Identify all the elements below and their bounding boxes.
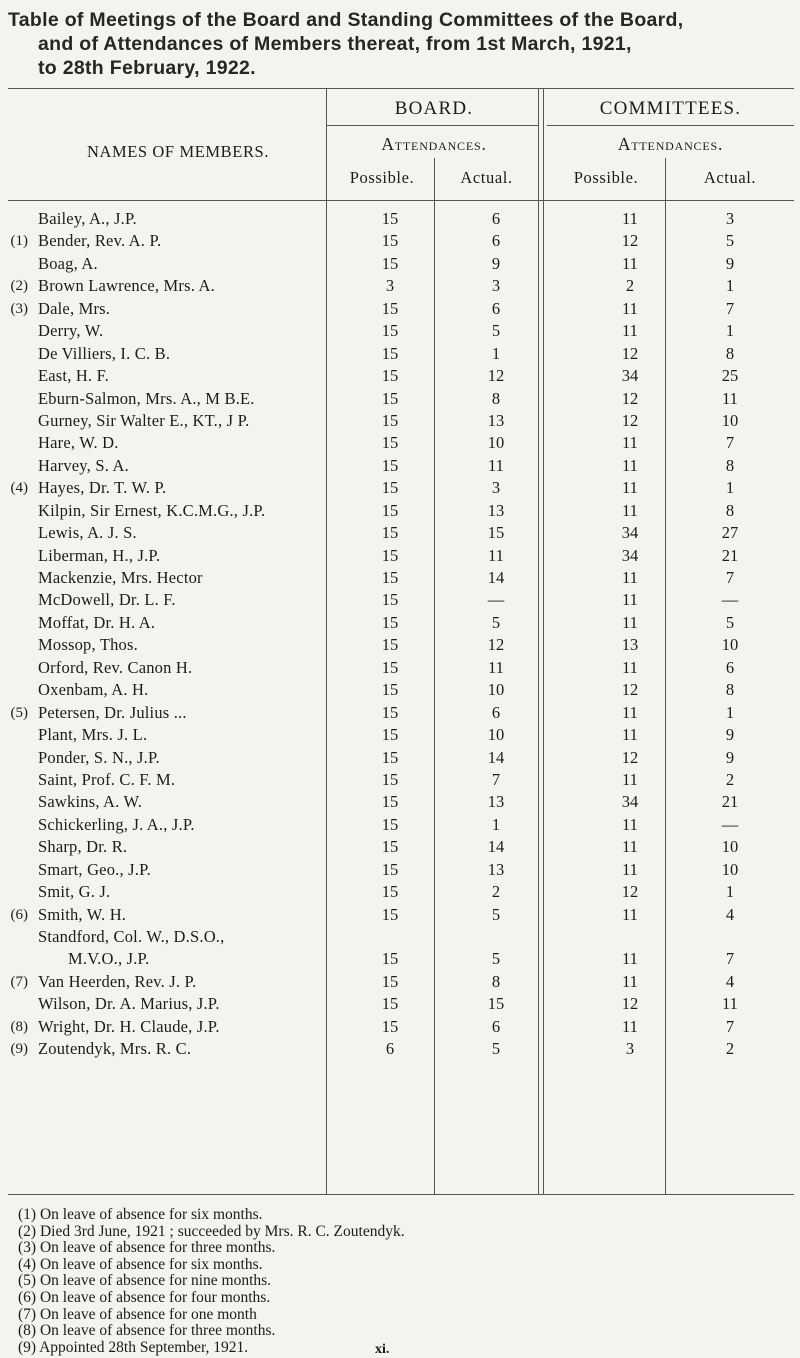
board-actual: 5 [491, 1039, 501, 1059]
board-header: BOARD. [394, 98, 474, 119]
committees-possible: 12 [621, 747, 639, 767]
board-actual: 6 [491, 209, 501, 228]
table-row [0, 881, 800, 903]
board-actual: 7 [491, 769, 501, 789]
footnote: (5) On leave of absence for nine months. [18, 1272, 272, 1290]
committees-header: COMMITTEES. [599, 98, 742, 119]
committees-actual: — [721, 814, 739, 834]
table-row [0, 230, 800, 252]
board-actual: 10 [487, 680, 505, 700]
board-actual: 5 [491, 904, 501, 924]
committees-actual: 21 [721, 545, 739, 565]
committees-possible: 13 [621, 635, 639, 655]
committees-actual: 6 [725, 657, 735, 677]
committees-possible: 12 [621, 231, 639, 251]
board-possible: 15 [381, 837, 399, 857]
committees-actual: 4 [725, 904, 735, 924]
committees-possible: 11 [622, 949, 638, 969]
committees-possible: 11 [622, 837, 638, 857]
member-name: Wilson, Dr. A. Marius, J.P. [38, 994, 220, 1014]
member-name: Brown Lawrence, Mrs. A. [38, 276, 215, 296]
board-actual: 6 [491, 231, 501, 251]
committees-actual: 27 [721, 523, 739, 543]
committees-actual: 7 [725, 568, 735, 587]
board-possible: 15 [381, 231, 399, 251]
committees-possible: 11 [622, 971, 638, 991]
committees-actual: 2 [725, 1039, 735, 1059]
board-actual: 13 [487, 500, 505, 520]
committees-actual: 9 [725, 747, 735, 767]
member-name: Eburn-Salmon, Mrs. A., M B.E. [38, 388, 255, 408]
committees-actual: 8 [725, 343, 735, 363]
footnotes [18, 1207, 788, 1356]
footnote-mark: (9) [10, 1041, 28, 1058]
table-row [0, 859, 800, 881]
committees-possible: 11 [622, 1016, 638, 1036]
member-name: Petersen, Dr. Julius ... [38, 702, 187, 722]
committees-possible: 11 [622, 253, 638, 273]
footnote-mark: (3) [10, 300, 28, 317]
committees-actual: 11 [722, 388, 738, 408]
board-possible: 15 [381, 298, 399, 318]
board-possible: 15 [381, 523, 399, 543]
table-row [0, 948, 800, 970]
member-name: M.V.O., J.P. [68, 949, 150, 969]
member-rows [0, 208, 800, 1061]
member-name: Derry, W. [38, 321, 104, 341]
committees-actual: 9 [725, 253, 735, 273]
board-actual: 10 [487, 725, 505, 745]
table-row [0, 545, 800, 567]
committees-possible: 11 [622, 814, 638, 834]
member-name: Smit, G. J. [38, 882, 111, 902]
table-row [0, 567, 800, 589]
committees-possible: 12 [621, 882, 639, 902]
committees-actual: 10 [721, 410, 739, 430]
committees-actual: 1 [725, 276, 735, 296]
board-actual: 11 [488, 657, 504, 677]
title-line-2: and of Attendances of Members thereat, from 1st March, 1921, [38, 33, 632, 55]
footnote-mark: (2) [10, 278, 28, 295]
table-row [0, 275, 800, 297]
footnote: (2) Died 3rd June, 1921 ; succeeded by Mrs. R. C. Zoutendyk. [18, 1222, 405, 1240]
table-row [0, 432, 800, 454]
member-name: Ponder, S. N., J.P. [38, 747, 160, 767]
board-possible: 15 [381, 568, 399, 587]
board-actual: 1 [491, 343, 501, 363]
board-actual: 14 [487, 568, 505, 587]
committees-actual: 5 [725, 612, 735, 632]
board-possible: 15 [381, 388, 399, 408]
board-actual: 15 [487, 994, 505, 1014]
committees-attendances-header: Attendances. [617, 134, 724, 154]
board-actual: 3 [491, 276, 501, 296]
committees-possible: 12 [621, 388, 639, 408]
member-name: Orford, Rev. Canon H. [38, 657, 193, 677]
table-row [0, 791, 800, 813]
member-name: Plant, Mrs. J. L. [38, 725, 148, 745]
committees-possible: 3 [625, 1039, 635, 1059]
board-actual: 8 [491, 971, 501, 991]
committees-possible: 34 [621, 545, 639, 565]
board-actual: 6 [491, 702, 501, 722]
member-name: East, H. F. [38, 366, 110, 386]
member-name: Boag, A. [38, 253, 98, 273]
page-number: xi. [375, 1342, 390, 1357]
board-possible: 15 [381, 904, 399, 924]
footnote-mark: (5) [10, 704, 28, 721]
board-possible: 15 [381, 343, 399, 363]
board-actual: 13 [487, 792, 505, 812]
member-name: Zoutendyk, Mrs. R. C. [38, 1039, 192, 1059]
board-actual: 12 [487, 366, 505, 386]
board-actual: — [487, 590, 505, 610]
committees-possible: 12 [621, 410, 639, 430]
board-possible: 15 [381, 478, 399, 498]
board-actual: 5 [491, 612, 501, 632]
committees-possible: 11 [622, 500, 638, 520]
committees-possible: 11 [622, 478, 638, 498]
committees-actual: 25 [721, 366, 739, 386]
committees-possible-header: Possible. [573, 168, 639, 187]
footnote: (1) On leave of absence for six months. [18, 1206, 263, 1223]
committees-actual: 9 [725, 725, 735, 745]
committees-actual: 10 [721, 859, 739, 879]
member-name: Bailey, A., J.P. [38, 209, 137, 228]
table-row [0, 455, 800, 477]
board-possible: 15 [381, 702, 399, 722]
board-possible: 15 [381, 1016, 399, 1036]
committees-possible: 11 [622, 590, 638, 610]
member-name: Smith, W. H. [38, 904, 127, 924]
table-row [0, 208, 800, 230]
table-row [0, 298, 800, 320]
member-name: Standford, Col. W., D.S.O., [38, 927, 225, 946]
committees-possible: 11 [622, 769, 638, 789]
footnote: (8) On leave of absence for three months. [18, 1322, 276, 1340]
table-row [0, 589, 800, 611]
committees-possible: 12 [621, 680, 639, 700]
title-line-1: Table of Meetings of the Board and Standing Committees of the Board, [8, 9, 684, 31]
committees-actual: 7 [725, 433, 735, 453]
board-possible: 15 [381, 657, 399, 677]
member-name: Kilpin, Sir Ernest, K.C.M.G., J.P. [38, 500, 266, 520]
board-actual: 13 [487, 410, 505, 430]
board-actual: 8 [491, 388, 501, 408]
board-possible: 15 [381, 882, 399, 902]
title-line-3: to 28th February, 1922. [38, 57, 256, 79]
header-bottom-rule [8, 200, 794, 201]
board-possible: 15 [381, 792, 399, 812]
committees-actual: 21 [721, 792, 739, 812]
member-name: Sharp, Dr. R. [38, 837, 128, 857]
board-possible: 15 [381, 209, 399, 228]
board-actual: 1 [491, 814, 501, 834]
footnote: (7) On leave of absence for one month [18, 1305, 257, 1323]
board-possible: 15 [381, 635, 399, 655]
committees-possible: 34 [621, 523, 639, 543]
committees-actual-header: Actual. [703, 168, 757, 187]
committees-actual: 3 [725, 209, 735, 228]
committees-possible: 11 [622, 657, 638, 677]
table-row [0, 634, 800, 656]
footnote-mark: (8) [10, 1018, 28, 1035]
table-row [0, 1038, 800, 1060]
board-possible: 15 [381, 253, 399, 273]
table-row [0, 253, 800, 275]
board-possible: 15 [381, 321, 399, 341]
table-row [0, 343, 800, 365]
committees-possible: 12 [621, 343, 639, 363]
member-name: De Villiers, I. C. B. [38, 343, 171, 363]
board-actual: 11 [488, 545, 504, 565]
committees-possible: 11 [622, 904, 638, 924]
committees-possible: 11 [622, 568, 638, 587]
footnote: (4) On leave of absence for six months. [18, 1255, 263, 1273]
member-name: Schickerling, J. A., J.P. [38, 814, 195, 834]
committees-actual: — [721, 590, 739, 610]
committees-actual: 5 [725, 231, 735, 251]
member-name: Saint, Prof. C. F. M. [38, 769, 176, 789]
committees-actual: 7 [725, 298, 735, 318]
committees-possible: 11 [622, 612, 638, 632]
member-name: Mackenzie, Mrs. Hector [38, 568, 203, 587]
board-possible: 15 [381, 410, 399, 430]
committees-possible: 34 [621, 366, 639, 386]
table-row [0, 477, 800, 499]
committees-possible: 12 [621, 994, 639, 1014]
board-possible: 6 [385, 1039, 395, 1059]
board-possible: 15 [381, 994, 399, 1014]
table-row [0, 926, 800, 948]
committees-possible: 11 [622, 859, 638, 879]
board-possible: 15 [381, 680, 399, 700]
board-actual: 11 [488, 455, 504, 475]
page-title [8, 8, 792, 80]
committees-actual: 7 [725, 1016, 735, 1036]
board-possible: 15 [381, 814, 399, 834]
committees-possible: 11 [622, 433, 638, 453]
member-name: Wright, Dr. H. Claude, J.P. [38, 1016, 220, 1036]
committees-actual: 1 [725, 702, 735, 722]
board-actual: 5 [491, 949, 501, 969]
member-name: Van Heerden, Rev. J. P. [38, 971, 197, 991]
board-actual: 6 [491, 298, 501, 318]
table-row [0, 320, 800, 342]
committees-actual: 8 [725, 680, 735, 700]
table-row [0, 836, 800, 858]
committees-group-rule [547, 125, 794, 126]
footnote: (3) On leave of absence for three months. [18, 1239, 276, 1257]
board-possible: 15 [381, 455, 399, 475]
board-possible: 15 [381, 590, 399, 610]
board-actual: 2 [491, 882, 501, 902]
member-name: Moffat, Dr. H. A. [38, 612, 156, 632]
table-row [0, 814, 800, 836]
board-possible: 15 [381, 725, 399, 745]
committees-actual: 8 [725, 455, 735, 475]
footnote: (9) Appointed 28th September, 1921. [18, 1338, 249, 1356]
table-row [0, 993, 800, 1015]
footnote-mark: (6) [10, 906, 28, 923]
table-row [0, 657, 800, 679]
committees-actual: 11 [722, 994, 738, 1014]
committees-actual: 2 [725, 769, 735, 789]
committees-possible: 11 [622, 321, 638, 341]
member-name: Hayes, Dr. T. W. P. [38, 478, 167, 498]
table-row [0, 612, 800, 634]
committees-possible: 11 [622, 455, 638, 475]
board-actual: 14 [487, 837, 505, 857]
board-actual: 6 [491, 1016, 501, 1036]
board-possible: 15 [381, 949, 399, 969]
committees-possible: 11 [622, 298, 638, 318]
board-possible: 15 [381, 500, 399, 520]
committees-actual: 1 [725, 321, 735, 341]
board-actual: 15 [487, 523, 505, 543]
committees-possible: 11 [622, 702, 638, 722]
table-row [0, 679, 800, 701]
board-actual: 14 [487, 747, 505, 767]
footnote: (6) On leave of absence for four months. [18, 1288, 271, 1306]
table-row [0, 365, 800, 387]
table-row [0, 1016, 800, 1038]
table-row [0, 388, 800, 410]
board-actual: 3 [491, 478, 501, 498]
footnote-mark: (7) [10, 973, 28, 990]
table-top-rule [8, 88, 794, 89]
board-possible-header: Possible. [349, 168, 415, 187]
member-name: McDowell, Dr. L. F. [38, 590, 176, 610]
member-name: Mossop, Thos. [38, 635, 138, 655]
table-row [0, 522, 800, 544]
board-actual: 10 [487, 433, 505, 453]
member-name: Gurney, Sir Walter E., KT., J P. [38, 410, 250, 430]
member-name: Harvey, S. A. [38, 455, 129, 475]
board-possible: 15 [381, 433, 399, 453]
board-possible: 15 [381, 859, 399, 879]
board-possible: 15 [381, 366, 399, 386]
table-row [0, 702, 800, 724]
table-bottom-rule [8, 1194, 794, 1195]
table-row [0, 971, 800, 993]
member-name: Oxenbam, A. H. [38, 680, 149, 700]
board-possible: 15 [381, 971, 399, 991]
board-actual: 9 [491, 253, 501, 273]
table-row [0, 769, 800, 791]
board-possible: 3 [385, 276, 395, 296]
board-attendances-header: Attendances. [381, 134, 487, 154]
footnote-mark: (4) [10, 480, 28, 497]
board-actual: 12 [487, 635, 505, 655]
committees-actual: 7 [725, 949, 735, 969]
footnote-mark: (1) [10, 233, 28, 250]
table-row [0, 747, 800, 769]
committees-actual: 4 [725, 971, 735, 991]
member-name: Liberman, H., J.P. [38, 545, 161, 565]
member-name: Hare, W. D. [38, 433, 119, 453]
board-possible: 15 [381, 545, 399, 565]
board-actual: 5 [491, 321, 501, 341]
member-name: Bender, Rev. A. P. [38, 231, 162, 251]
committees-actual: 10 [721, 837, 739, 857]
committees-possible: 2 [625, 276, 635, 296]
table-row [0, 904, 800, 926]
table-row [0, 500, 800, 522]
member-name: Lewis, A. J. S. [38, 523, 137, 543]
committees-actual: 8 [725, 500, 735, 520]
committees-possible: 34 [621, 792, 639, 812]
board-actual: 13 [487, 859, 505, 879]
board-group-rule [326, 125, 538, 126]
names-header: NAMES OF MEMBERS. [86, 142, 270, 161]
member-name: Smart, Geo., J.P. [38, 859, 151, 879]
table-row [0, 724, 800, 746]
table-row [0, 410, 800, 432]
board-possible: 15 [381, 612, 399, 632]
committees-actual: 1 [725, 478, 735, 498]
committees-possible: 11 [622, 209, 638, 228]
committees-actual: 10 [721, 635, 739, 655]
member-name: Dale, Mrs. [38, 298, 111, 318]
board-possible: 15 [381, 769, 399, 789]
board-actual-header: Actual. [460, 168, 513, 187]
board-possible: 15 [381, 747, 399, 767]
member-name: Sawkins, A. W. [38, 792, 143, 812]
committees-possible: 11 [622, 725, 638, 745]
committees-actual: 1 [725, 882, 735, 902]
